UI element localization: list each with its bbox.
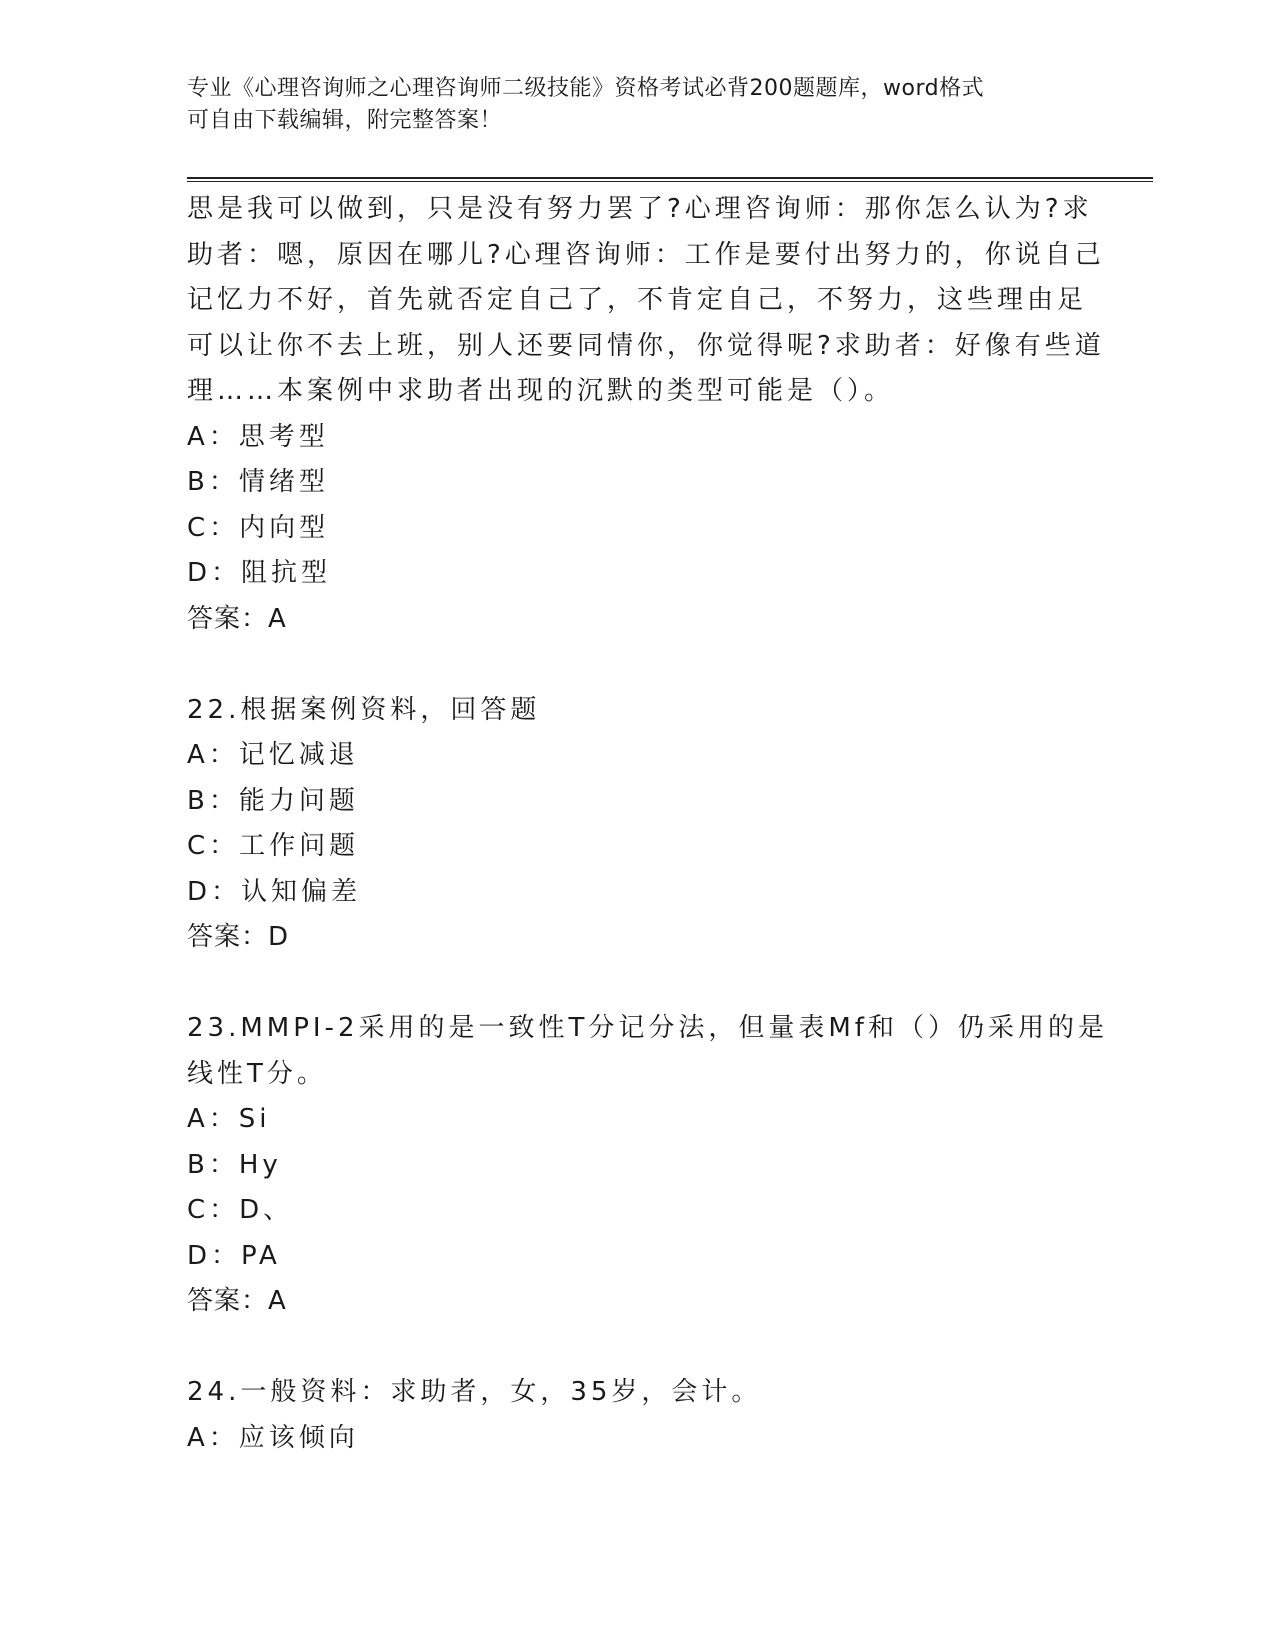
question-23 — [187, 1006, 1108, 1325]
question-text-line: 记忆力不好，首先就否定自己了，不肯定自己，不努力，这些理由足 — [187, 285, 1088, 315]
answer: 答案：A — [187, 603, 287, 634]
page-header — [187, 73, 1087, 137]
question-text-line: 助者：嗯，原因在哪儿?心理咨询师：工作是要付出努力的，你说自己 — [187, 239, 1105, 270]
spacer — [187, 961, 1087, 1007]
option-d: D：阻抗型 — [187, 558, 332, 588]
option-a: A：应该倾向 — [187, 1422, 359, 1453]
option-b: B：能力问题 — [187, 785, 359, 816]
header-divider — [187, 177, 1153, 182]
question-21 — [187, 187, 1105, 642]
question-text-line: 可以让你不去上班，别人还要同情你，你觉得呢?求助者：好像有些道 — [187, 330, 1105, 361]
spacer — [187, 1325, 1087, 1371]
option-d: D：PA — [187, 1240, 281, 1271]
question-stem: 24.一般资料：求助者，女，35岁，会计。 — [187, 1377, 762, 1407]
option-b: B：Hy — [187, 1149, 282, 1180]
option-a: A：Si — [187, 1104, 271, 1134]
answer: 答案：A — [187, 1286, 287, 1316]
header-line-1: 专业《心理咨询师之心理咨询师二级技能》资格考试必背200题题库，word格式 — [187, 76, 985, 101]
spacer — [187, 642, 1087, 688]
option-c: C：工作问题 — [187, 831, 360, 861]
question-stem: 22.根据案例资料，回答题 — [187, 694, 541, 725]
option-b: B：情绪型 — [187, 467, 329, 497]
option-a: A：记忆减退 — [187, 740, 359, 770]
header-line-2: 可自由下载编辑，附完整答案！ — [187, 108, 503, 133]
option-c: C：D、 — [187, 1195, 294, 1225]
option-c: C：内向型 — [187, 512, 330, 543]
question-text-line: 思是我可以做到，只是没有努力罢了?心理咨询师：那你怎么认为?求 — [187, 194, 1093, 224]
question-22 — [187, 688, 1087, 961]
question-stem-line: 23.MMPI-2采用的是一致性T分记分法，但量表Mf和（）仍采用的是 — [187, 1013, 1108, 1043]
option-d: D：认知偏差 — [187, 876, 362, 907]
answer: 答案：D — [187, 922, 290, 952]
question-24 — [187, 1370, 1087, 1461]
document-body — [187, 187, 1108, 1461]
question-stem-line: 线性T分。 — [187, 1058, 327, 1089]
question-text-line: 理……本案例中求助者出现的沉默的类型可能是（）。 — [187, 376, 895, 406]
option-a: A：思考型 — [187, 421, 329, 452]
